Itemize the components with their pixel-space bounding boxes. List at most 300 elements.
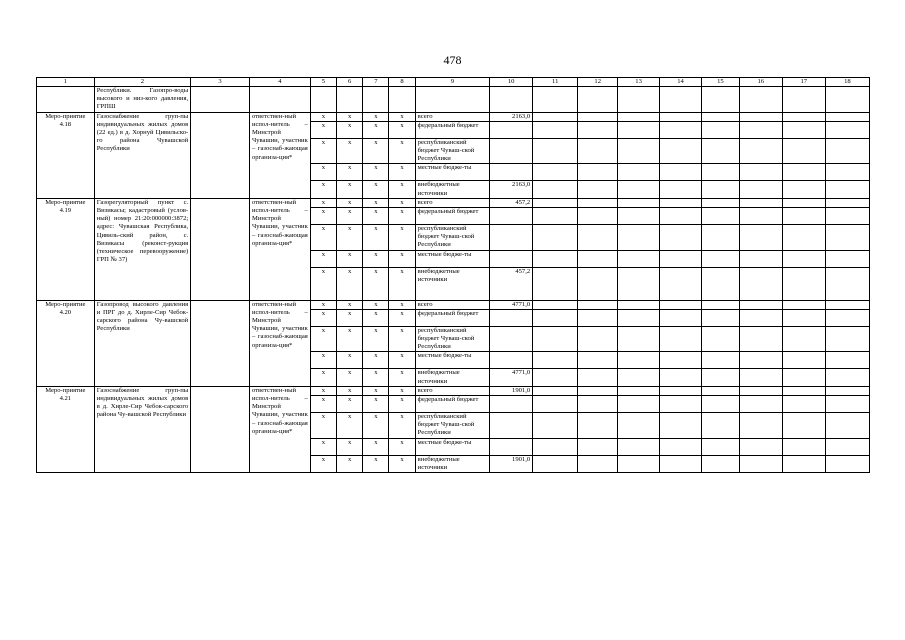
table-cell [660, 87, 702, 113]
table-cell [660, 121, 702, 138]
table-cell [702, 413, 740, 439]
funding-source: республиканский бюджет Чуваш-ской Республики [415, 413, 489, 439]
funding-source: внебюджетные источники [415, 455, 489, 472]
table-cell [782, 267, 825, 300]
table-cell [825, 121, 869, 138]
source-row [37, 386, 870, 395]
table-cell [618, 369, 660, 386]
measure-label: Меро-приятие 4.20 [37, 300, 95, 386]
measure-executor: ответствен-ный испол-нитель – Минстрой Чувашии, участник – газоснаб-жающая организа-ция* [249, 198, 310, 300]
table-cell [578, 300, 618, 309]
source-row [37, 112, 870, 121]
table-cell [533, 181, 578, 198]
table-cell [702, 181, 740, 198]
table-cell [739, 455, 782, 472]
funding-value: 4771,0 [490, 300, 533, 309]
table-cell [618, 300, 660, 309]
x-mark: x [337, 300, 363, 309]
table-cell [782, 181, 825, 198]
x-mark: x [337, 352, 363, 369]
x-mark: x [337, 208, 363, 225]
table-cell [782, 413, 825, 439]
table-cell [618, 87, 660, 113]
table-cell [618, 181, 660, 198]
x-mark: x [310, 138, 336, 164]
table-cell [533, 208, 578, 225]
x-mark: x [310, 267, 336, 300]
x-mark: x [310, 309, 336, 326]
x-mark: x [363, 121, 389, 138]
x-mark: x [310, 181, 336, 198]
x-mark: x [310, 208, 336, 225]
x-mark: x [310, 326, 336, 352]
table-cell [739, 225, 782, 251]
table-cell [702, 438, 740, 455]
table-cell [739, 138, 782, 164]
table-cell [191, 300, 250, 386]
x-mark: x [389, 396, 415, 413]
table-cell [660, 164, 702, 181]
measure-name: Газоснабжение груп-пы индивидуальных жилых домов (22 ед.) в д. Хорнуй Цивильско-го района Чувашской Республики [94, 112, 191, 198]
table-cell [739, 87, 782, 113]
table-cell [533, 267, 578, 300]
table-cell [578, 138, 618, 164]
table-cell [618, 309, 660, 326]
table-cell [533, 369, 578, 386]
table-cell [660, 455, 702, 472]
table-cell [578, 352, 618, 369]
table-cell [825, 112, 869, 121]
table-cell [825, 138, 869, 164]
x-mark: x [389, 250, 415, 267]
measure-executor: ответствен-ный испол-нитель – Минстрой Чувашии, участник – газоснаб-жающая организа-ция* [249, 386, 310, 472]
table-cell [825, 267, 869, 300]
column-number: 5 [310, 78, 336, 87]
table-cell [618, 112, 660, 121]
table-cell [739, 386, 782, 395]
x-mark: x [363, 267, 389, 300]
funding-value: 1901,0 [490, 455, 533, 472]
x-mark: x [363, 112, 389, 121]
table-cell [578, 369, 618, 386]
funding-source: внебюджетные источники [415, 181, 489, 198]
x-mark: x [363, 198, 389, 207]
funding-value: 1901,0 [490, 386, 533, 395]
column-number: 14 [660, 78, 702, 87]
funding-value: 457,2 [490, 267, 533, 300]
table-cell [782, 198, 825, 207]
x-mark: x [310, 198, 336, 207]
table-cell [782, 300, 825, 309]
table-cell [660, 326, 702, 352]
table-cell [825, 309, 869, 326]
table-cell [37, 87, 95, 113]
funding-source: всего [415, 386, 489, 395]
funding-value [490, 413, 533, 439]
table-cell [825, 413, 869, 439]
x-mark: x [363, 386, 389, 395]
table-cell [533, 300, 578, 309]
table-cell [739, 413, 782, 439]
table-cell [825, 396, 869, 413]
table-cell [533, 396, 578, 413]
x-mark: x [337, 164, 363, 181]
table-cell [578, 396, 618, 413]
table-cell [702, 309, 740, 326]
table-cell [782, 250, 825, 267]
table-cell [660, 352, 702, 369]
table-cell [782, 309, 825, 326]
funding-source: федеральный бюджет [415, 309, 489, 326]
table-cell [782, 352, 825, 369]
x-mark: x [363, 300, 389, 309]
x-mark: x [337, 225, 363, 251]
table-cell [618, 198, 660, 207]
column-number: 1 [37, 78, 95, 87]
x-mark: x [363, 438, 389, 455]
funding-value [490, 208, 533, 225]
table-cell [739, 369, 782, 386]
x-mark: x [337, 309, 363, 326]
table-cell [660, 309, 702, 326]
funding-source: всего [415, 300, 489, 309]
table-cell [578, 198, 618, 207]
funding-source: федеральный бюджет [415, 396, 489, 413]
table-cell [702, 198, 740, 207]
table-cell [782, 164, 825, 181]
column-number: 16 [739, 78, 782, 87]
table-cell [249, 87, 310, 113]
table-cell [825, 352, 869, 369]
table-cell [533, 386, 578, 395]
table-cell [533, 455, 578, 472]
x-mark: x [363, 208, 389, 225]
table-cell [782, 326, 825, 352]
table-cell [825, 326, 869, 352]
funding-value [490, 309, 533, 326]
table-cell [825, 208, 869, 225]
x-mark: x [363, 413, 389, 439]
x-mark: x [310, 300, 336, 309]
x-mark: x [389, 112, 415, 121]
table-cell [578, 208, 618, 225]
table-cell [660, 112, 702, 121]
funding-value [490, 396, 533, 413]
funding-source: местные бюдже-ты [415, 250, 489, 267]
table-cell [618, 396, 660, 413]
table-cell [618, 326, 660, 352]
column-number: 7 [363, 78, 389, 87]
x-mark: x [337, 455, 363, 472]
x-mark: x [389, 455, 415, 472]
table-cell [739, 164, 782, 181]
table-cell [702, 121, 740, 138]
x-mark: x [363, 181, 389, 198]
column-number: 11 [533, 78, 578, 87]
table-cell [191, 87, 250, 113]
measure-label: Меро-приятие 4.18 [37, 112, 95, 198]
table-cell [578, 112, 618, 121]
table-cell [618, 386, 660, 395]
column-number: 17 [782, 78, 825, 87]
x-mark: x [363, 309, 389, 326]
x-mark: x [363, 326, 389, 352]
table-cell [533, 438, 578, 455]
funding-value: 457,2 [490, 198, 533, 207]
table-cell [618, 208, 660, 225]
table-cell [782, 386, 825, 395]
table-cell [825, 250, 869, 267]
table-cell [702, 250, 740, 267]
table-cell [618, 352, 660, 369]
x-mark: x [363, 138, 389, 164]
table-cell [660, 198, 702, 207]
table-cell [702, 87, 740, 113]
measure-label: Меро-приятие 4.19 [37, 198, 95, 300]
funding-value [490, 438, 533, 455]
x-mark: x [310, 369, 336, 386]
table-cell [578, 326, 618, 352]
table-cell [782, 87, 825, 113]
funding-source: республиканский бюджет Чуваш-ской Республики [415, 138, 489, 164]
funding-value [490, 121, 533, 138]
x-mark: x [310, 121, 336, 138]
table-cell [825, 87, 869, 113]
table-cell [739, 309, 782, 326]
measure-label: Меро-приятие 4.21 [37, 386, 95, 472]
funding-value [490, 138, 533, 164]
table-cell [533, 198, 578, 207]
table-cell [618, 164, 660, 181]
column-number: 6 [337, 78, 363, 87]
funding-source: республиканский бюджет Чуваш-ской Республики [415, 225, 489, 251]
table-cell [702, 208, 740, 225]
table-cell [310, 87, 336, 113]
measure-executor: ответствен-ный испол-нитель – Минстрой Чувашии, участник – газоснаб-жающая организа-ция* [249, 300, 310, 386]
table-cell [618, 267, 660, 300]
table-cell [660, 386, 702, 395]
table-cell [739, 198, 782, 207]
column-number-row [37, 78, 870, 87]
x-mark: x [389, 309, 415, 326]
table-cell [825, 438, 869, 455]
x-mark: x [389, 386, 415, 395]
table-cell [825, 386, 869, 395]
x-mark: x [389, 413, 415, 439]
x-mark: x [310, 112, 336, 121]
table-cell [702, 352, 740, 369]
x-mark: x [363, 225, 389, 251]
table-cell [782, 208, 825, 225]
table-cell [782, 138, 825, 164]
x-mark: x [337, 138, 363, 164]
table-cell [825, 455, 869, 472]
table-body [37, 78, 870, 473]
table-cell [702, 369, 740, 386]
table-cell [618, 225, 660, 251]
table-cell [739, 438, 782, 455]
x-mark: x [337, 326, 363, 352]
x-mark: x [389, 352, 415, 369]
table-cell [533, 138, 578, 164]
x-mark: x [310, 225, 336, 251]
table-cell [191, 112, 250, 198]
table-cell [578, 250, 618, 267]
column-number: 9 [415, 78, 489, 87]
table-cell [739, 181, 782, 198]
table-cell [702, 225, 740, 251]
x-mark: x [389, 164, 415, 181]
table-cell [782, 225, 825, 251]
table-cell [702, 396, 740, 413]
x-mark: x [389, 121, 415, 138]
table-cell [702, 326, 740, 352]
x-mark: x [337, 396, 363, 413]
table-cell [825, 369, 869, 386]
table-cell [578, 386, 618, 395]
funding-source: местные бюдже-ты [415, 352, 489, 369]
funding-value [490, 225, 533, 251]
table-cell [618, 413, 660, 439]
table-cell [533, 87, 578, 113]
measure-name: Газорегуляторный пункт с. Визикасы; кадастровый (услов-ный) номер 21:20:000000:3872; адрес: Чувашская Республика, Цивиль-ский район, с. Визикасы (реконст-рукция (техническое перевооружение) ГРП № 37) [94, 198, 191, 300]
table-cell [618, 121, 660, 138]
source-row [37, 300, 870, 309]
table-cell [533, 121, 578, 138]
x-mark: x [389, 267, 415, 300]
funding-value: 2163,0 [490, 112, 533, 121]
table-cell [618, 438, 660, 455]
funding-value [490, 250, 533, 267]
column-number: 10 [490, 78, 533, 87]
x-mark: x [310, 396, 336, 413]
table-cell [739, 352, 782, 369]
x-mark: x [389, 438, 415, 455]
x-mark: x [389, 208, 415, 225]
table-cell [739, 267, 782, 300]
table-cell [739, 326, 782, 352]
table-cell [702, 112, 740, 121]
table-cell [782, 121, 825, 138]
table-cell [782, 438, 825, 455]
x-mark: x [363, 164, 389, 181]
table-cell [660, 250, 702, 267]
x-mark: x [363, 396, 389, 413]
table-cell [660, 369, 702, 386]
table-cell [533, 250, 578, 267]
table-cell [533, 413, 578, 439]
x-mark: x [310, 250, 336, 267]
table-cell [191, 198, 250, 300]
column-number: 3 [191, 78, 250, 87]
table-cell [578, 164, 618, 181]
page-number: 478 [443, 53, 462, 67]
x-mark: x [389, 181, 415, 198]
x-mark: x [310, 352, 336, 369]
table-cell [782, 112, 825, 121]
column-number: 18 [825, 78, 869, 87]
table-cell [578, 225, 618, 251]
table-cell [782, 455, 825, 472]
x-mark: x [363, 369, 389, 386]
table-cell [660, 438, 702, 455]
column-number: 2 [94, 78, 191, 87]
x-mark: x [389, 225, 415, 251]
column-number: 15 [702, 78, 740, 87]
funding-source: федеральный бюджет [415, 121, 489, 138]
column-number: 13 [618, 78, 660, 87]
table-cell [825, 225, 869, 251]
table-cell [578, 309, 618, 326]
measure-executor: ответствен-ный испол-нитель – Минстрой Чувашии, участник – газоснаб-жающая организа-ция* [249, 112, 310, 198]
table-cell [660, 267, 702, 300]
x-mark: x [337, 413, 363, 439]
table-cell [739, 250, 782, 267]
table-cell [739, 300, 782, 309]
x-mark: x [337, 121, 363, 138]
funding-source: республиканский бюджет Чуваш-ской Республики [415, 326, 489, 352]
table-cell [618, 138, 660, 164]
source-row [37, 198, 870, 207]
x-mark: x [310, 438, 336, 455]
table-cell [739, 208, 782, 225]
table-cell [702, 164, 740, 181]
table-cell [490, 87, 533, 113]
table-cell [782, 369, 825, 386]
table-cell [618, 250, 660, 267]
x-mark: x [310, 164, 336, 181]
program-table [36, 77, 870, 473]
x-mark: x [337, 386, 363, 395]
table-cell [825, 198, 869, 207]
continuation-row [37, 87, 870, 113]
table-cell [702, 138, 740, 164]
x-mark: x [337, 438, 363, 455]
measure-name: Газопровод высокого давления и ПРГ до д. Хирле-Сир Чебок-сарского района Чу-вашской Республики [94, 300, 191, 386]
table-cell [533, 352, 578, 369]
table-cell [578, 87, 618, 113]
table-cell [660, 225, 702, 251]
funding-value [490, 326, 533, 352]
table-cell [578, 438, 618, 455]
x-mark: x [337, 267, 363, 300]
x-mark: x [310, 455, 336, 472]
table-cell [660, 413, 702, 439]
x-mark: x [337, 250, 363, 267]
x-mark: x [363, 250, 389, 267]
table-cell [702, 267, 740, 300]
x-mark: x [337, 181, 363, 198]
table-cell [533, 164, 578, 181]
table-cell [533, 326, 578, 352]
table-cell [533, 309, 578, 326]
x-mark: x [363, 352, 389, 369]
table-cell [533, 112, 578, 121]
funding-value [490, 352, 533, 369]
funding-source: местные бюдже-ты [415, 438, 489, 455]
table-cell [825, 164, 869, 181]
funding-value [490, 164, 533, 181]
x-mark: x [389, 369, 415, 386]
funding-source: местные бюдже-ты [415, 164, 489, 181]
x-mark: x [310, 386, 336, 395]
funding-source: всего [415, 112, 489, 121]
table-cell [363, 87, 389, 113]
funding-source: федеральный бюджет [415, 208, 489, 225]
table-cell [578, 181, 618, 198]
funding-source: внебюджетные источники [415, 369, 489, 386]
x-mark: x [389, 138, 415, 164]
